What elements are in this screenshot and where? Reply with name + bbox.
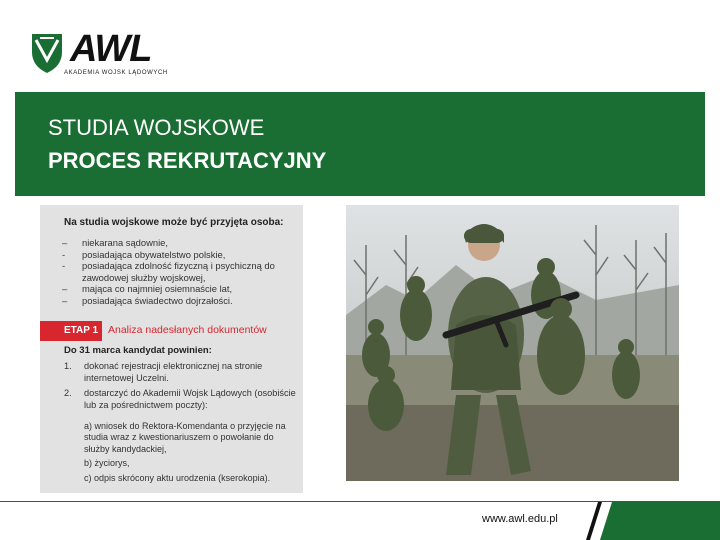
shield-emblem-icon bbox=[30, 30, 64, 74]
list-marker: - bbox=[62, 260, 66, 272]
logo-subtitle: AKADEMIA WOJSK LĄDOWYCH bbox=[64, 70, 168, 76]
list-item bbox=[62, 237, 297, 249]
list-item bbox=[62, 283, 297, 295]
list-marker: – bbox=[62, 237, 68, 248]
stage-badge: ETAP 1 bbox=[40, 321, 102, 341]
list-item-text: posiadająca obywatelstwo polskie, bbox=[82, 248, 226, 260]
soldiers-photo bbox=[346, 205, 679, 481]
required-documents-list bbox=[84, 421, 296, 487]
stage-title: Analiza nadesłanych dokumentów bbox=[108, 324, 267, 336]
list-item-text: posiadająca zdolność fizyczną i psychiczną do zawodowej służby wojskowej, bbox=[82, 260, 275, 283]
list-marker: - bbox=[62, 248, 66, 260]
title-banner bbox=[15, 92, 705, 196]
step-text: dokonać rejestracji elektronicznej na stronie internetowej Uczelni. bbox=[84, 361, 263, 383]
stage-header bbox=[40, 321, 303, 341]
footer-stripe-decoration bbox=[578, 502, 720, 540]
deadline-heading: Do 31 marca kandydat powinien: bbox=[64, 345, 212, 356]
recruitment-document bbox=[40, 205, 303, 493]
step-number: 1. bbox=[64, 361, 72, 371]
list-item bbox=[64, 388, 296, 411]
footer-website-link[interactable]: www.awl.edu.pl bbox=[482, 513, 558, 525]
list-item bbox=[62, 295, 297, 307]
list-item bbox=[62, 260, 297, 283]
step-text: dostarczyć do Akademii Wojsk Lądowych (osobiście lub za pośrednictwem poczty): bbox=[84, 388, 296, 410]
list-marker: – bbox=[62, 294, 68, 306]
eligibility-list bbox=[62, 237, 297, 307]
page-subtitle: PROCES REKRUTACYJNY bbox=[48, 148, 327, 173]
list-marker: – bbox=[62, 283, 68, 295]
list-item-text: mająca co najmniej osiemnaście lat, bbox=[82, 283, 233, 295]
list-item: c) odpis skrócony aktu urodzenia (kserokopia). bbox=[84, 472, 271, 483]
awl-logo bbox=[30, 28, 168, 80]
list-item: a) wniosek do Rektora-Komendanta o przyjęcie na studia wraz z kwestionariuszem o powołanie do służby kandydackiej, bbox=[84, 421, 286, 454]
soldiers-photo-illustration bbox=[346, 205, 679, 481]
list-item-text: posiadająca świadectwo dojrzałości. bbox=[82, 294, 233, 306]
list-item-text: niekarana sądownie, bbox=[82, 237, 168, 248]
list-item bbox=[62, 249, 297, 261]
list-item: b) życiorys, bbox=[84, 458, 130, 469]
list-item bbox=[64, 361, 296, 384]
page-title: STUDIA WOJSKOWE bbox=[48, 115, 265, 140]
logo-wordmark: AWL bbox=[70, 28, 152, 70]
eligibility-heading: Na studia wojskowe może być przyjęta osoba: bbox=[64, 217, 284, 228]
steps-list bbox=[64, 361, 296, 415]
step-number: 2. bbox=[64, 388, 72, 399]
